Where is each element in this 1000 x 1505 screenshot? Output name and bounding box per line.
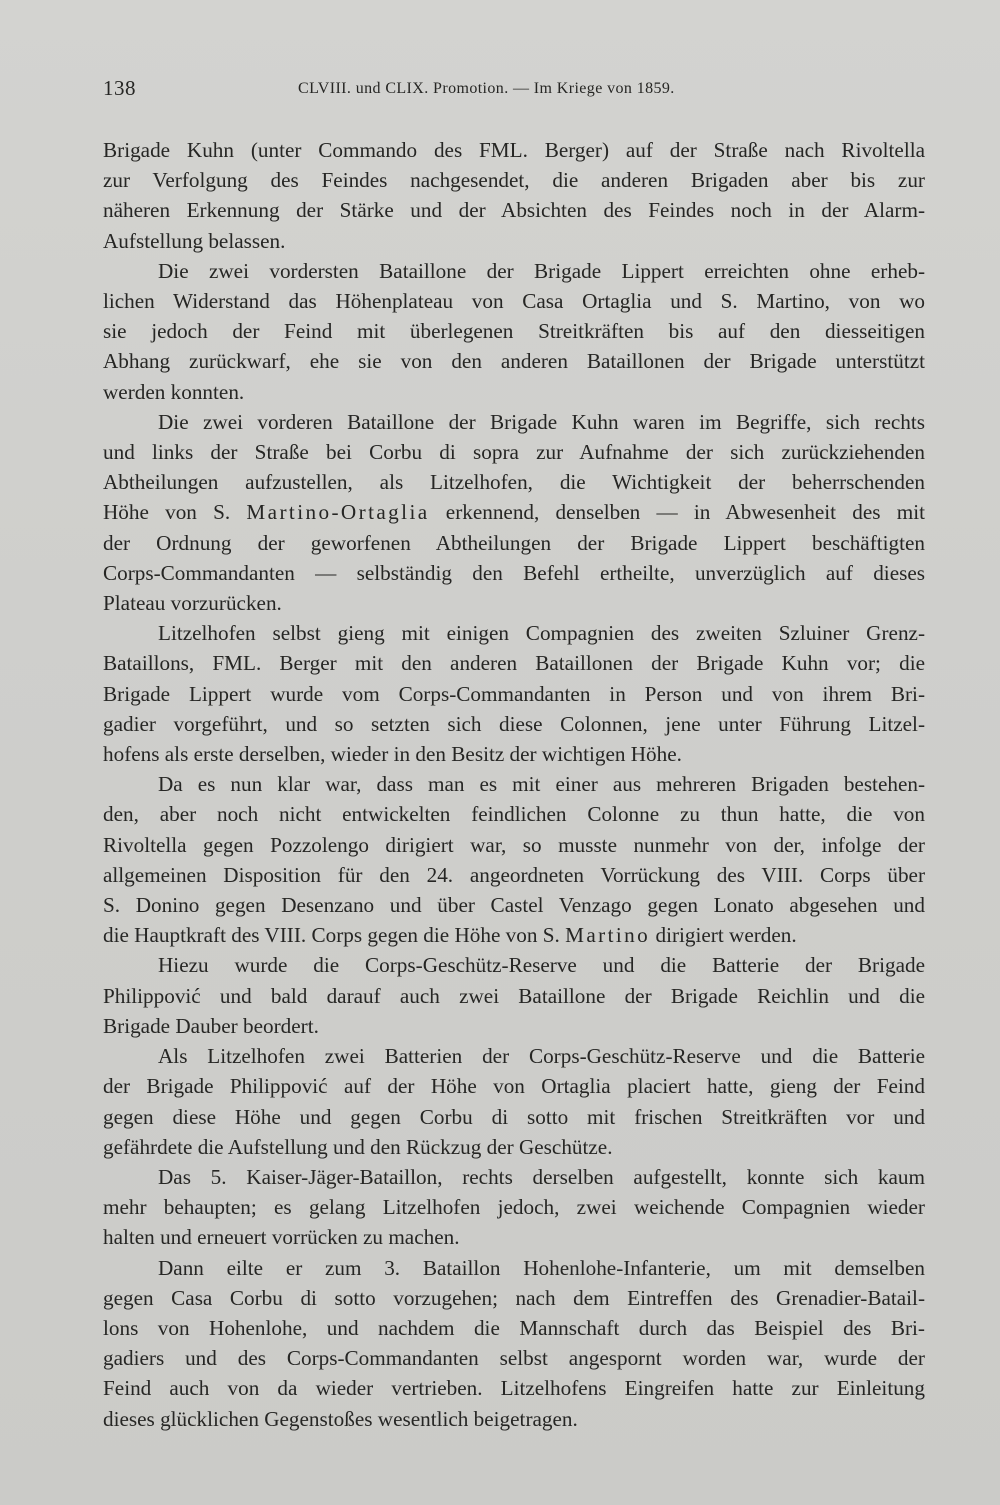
text-line: Die zwei vordersten Bataillone der Brigade Lippert erreichten ohne erheb- [158,258,925,283]
paragraph [103,1162,925,1253]
paragraph [103,950,925,1041]
text-line: Bataillons, FML. Berger mit den anderen Bataillonen der Brigade Kuhn vor; die [103,651,925,676]
text-line: Plateau vorzurücken. [103,591,282,616]
text-line: Philippović und bald darauf auch zwei Bataillone der Brigade Reichlin und die [103,983,925,1008]
text-line: mehr behaupten; es gelang Litzelhofen jedoch, zwei weichende Compagnien wieder [103,1195,925,1220]
text-line: sie jedoch der Feind mit überlegenen Streitkräften bis auf den diesseitigen [103,319,925,344]
text-line: Brigade Lippert wurde vom Corps-Commandanten in Person und von ihrem Bri- [103,681,925,706]
text-line: S. Donino gegen Desenzano und über Castel Venzago gegen Lonato abgesehen und [103,893,925,918]
text-line: Brigade Dauber beordert. [103,1013,319,1038]
paragraph [103,769,925,950]
text-line [103,920,925,950]
text-line: Hiezu wurde die Corps-Geschütz-Reserve und die Batterie der Brigade [158,953,925,978]
text-line: Die zwei vorderen Bataillone der Brigade Kuhn waren im Begriffe, sich rechts [158,409,925,434]
text-line: näheren Erkennung der Stärke und der Absichten des Feindes noch in der Alarm- [103,198,925,223]
text-line: Da es nun klar war, dass man es mit einer aus mehreren Brigaden bestehen- [158,772,925,797]
text-line: Das 5. Kaiser-Jäger-Bataillon, rechts derselben aufgestellt, konnte sich kaum [158,1164,925,1189]
text-line: Brigade Kuhn (unter Commando des FML. Berger) auf der Straße nach Rivoltella [103,138,925,162]
body-text [103,135,925,1434]
text-line: halten und erneuert vorrücken zu machen. [103,1225,460,1250]
text-line: hofens als erste derselben, wieder in den Besitz der wichtigen Höhe. [103,742,682,767]
text-segment: die Hauptkraft des VIII. Corps gegen die Höhe von S. [103,923,566,948]
page-number: 138 [103,76,136,100]
paragraph [103,618,925,769]
text-segment: Höhe von S. [103,500,247,525]
text-line: und links der Straße bei Corbu di sopra zur Aufnahme der sich zurückziehenden [103,440,925,465]
text-line: gefährdete die Aufstellung und den Rückzug der Geschütze. [103,1134,613,1159]
paragraph [103,1041,925,1162]
text-line: lichen Widerstand das Höhenplateau von Casa Ortaglia und S. Martino, von wo [103,289,925,314]
paragraph [103,1253,925,1434]
text-line: gegen diese Höhe und gegen Corbu di sotto mit frischen Streitkräften vor und [103,1104,925,1129]
text-line: der Ordnung der geworfenen Abtheilungen der Brigade Lippert beschäftigten [103,530,925,555]
text-line: allgemeinen Disposition für den 24. angeordneten Vorrückung des VIII. Corps über [103,862,925,887]
text-line: werden konnten. [103,379,245,404]
text-line: Litzelhofen selbst gieng mit einigen Compagnien des zweiten Szluiner Grenz- [158,621,925,646]
paragraph [103,407,925,618]
text-line: der Brigade Philippović auf der Höhe von Ortaglia placiert hatte, gieng der Feind [103,1074,925,1099]
text-line [103,497,925,527]
text-line: Abtheilungen aufzustellen, als Litzelhofen, die Wichtigkeit der beherrschenden [103,470,925,495]
text-line: lons von Hohenlohe, und nachdem die Mannschaft durch das Beispiel des Bri- [103,1315,925,1340]
text-line: gadiers und des Corps-Commandanten selbst angespornt worden war, wurde der [103,1346,925,1371]
text-line: Dann eilte er zum 3. Bataillon Hohenlohe-Infanterie, um mit demselben [158,1255,925,1280]
running-header [103,76,923,106]
text-line: Rivoltella gegen Pozzolengo dirigiert war, so musste nunmehr von der, infolge der [103,832,925,857]
text-line: Als Litzelhofen zwei Batterien der Corps-Geschütz-Reserve und die Batterie [158,1044,925,1069]
text-line: den, aber noch nicht entwickelten feindlichen Colonne zu thun hatte, die von [103,802,925,827]
text-line: dieses glücklichen Gegenstoßes wesentlich beigetragen. [103,1406,578,1431]
text-segment: erkennend, denselben — in Abwesenheit des mit [429,500,925,525]
running-title: CLVIII. und CLIX. Promotion. — Im Kriege von 1859. [298,80,675,97]
text-line: zur Verfolgung des Feindes nachgesendet, die anderen Brigaden aber bis zur [103,168,925,193]
text-segment: dirigiert werden. [650,923,797,948]
paragraph [103,256,925,407]
text-line: gegen Casa Corbu di sotto vorzugehen; nach dem Eintreffen des Grenadier-Batail- [103,1285,925,1310]
text-line: Aufstellung belassen. [103,228,286,253]
spaced-place-name: Martino [565,923,651,948]
text-line: Feind auch von da wieder vertrieben. Litzelhofens Eingreifen hatte zur Einleitung [103,1376,925,1401]
text-line: gadier vorgeführt, und so setzten sich diese Colonnen, jene unter Führung Litzel- [103,711,925,736]
paragraph [103,135,925,256]
spaced-place-name: Martino-Ortaglia [246,500,430,525]
text-line: Corps-Commandanten — selbständig den Befehl ertheilte, unverzüglich auf dieses [103,560,925,585]
text-line: Abhang zurückwarf, ehe sie von den anderen Bataillonen der Brigade unterstützt [103,349,925,374]
